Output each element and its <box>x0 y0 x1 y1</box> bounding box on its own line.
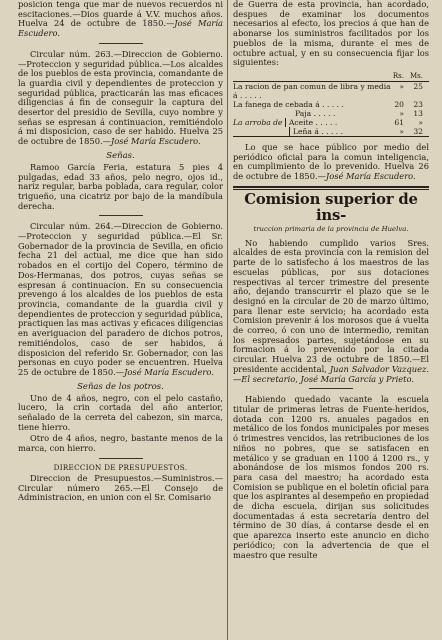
prices-closing <box>233 143 429 182</box>
row-rs: 20 <box>394 99 404 109</box>
table-header <box>233 72 429 82</box>
circular-264-text: Circular núm. 264.—Direccion de Gobierno.—Proteccion y seguridad pública.—El Sr. Gobernador de la provincia de Sevilla, en oficio fecha 21 del actual, me dice que han sido robados en el cortijo del Copero, término de Dos-Hermanas, dos potros, cuyas señas se espresan á continuacion. En su consecuencia prevengo á los alcaldes de los pueblos de esta provincia, comandante de la guardia civil y dependientes de proteccion y seguridad pública, practiquen las mas activas y eficaces diligencias en averiguacion del paradero de dichos potros, remitiéndolos, caso de ser habidos, á disposicion del referido Sr. Gobernador, con las personas en cuyo poder se encuentren. Huelva 25 de octubre de 1850.— <box>18 221 223 377</box>
left-column <box>18 0 223 503</box>
row-ms: » <box>418 117 423 127</box>
deserter-description: Ramoo García Feria, estatura 5 pies 4 pulgadas, edad 33 años, pelo negro, ojos id., nariz regular, barba poblada, cara regular, color trigueño, una cicatriz por bajo de la mandíbula derecha. <box>18 161 223 211</box>
row-label: Leña á . . . . . <box>289 127 343 136</box>
prices-intro: de Guerra de esta provincia, han acordado, despues de examinar los documentos necesarios al efecto, los precios á que han de abonarse los suministros facilitados por los pueblos de la misma, durante el mes de octubre actual, y en su consecuencia fijar los siguientes: <box>233 0 429 68</box>
row-rs: 61 <box>394 117 404 127</box>
row-ms: 25 <box>413 81 423 91</box>
col-ms: Ms. <box>410 71 423 80</box>
divider <box>99 43 143 44</box>
right-column <box>233 0 429 560</box>
row-ms: 23 <box>413 99 423 109</box>
circular-264 <box>18 222 223 377</box>
table-row <box>233 127 429 137</box>
signature: José María Escudero. <box>18 18 223 39</box>
table-row <box>233 118 429 127</box>
table-row <box>233 81 429 100</box>
row-rs: » <box>399 126 404 136</box>
table-row <box>233 100 429 109</box>
signature: José María Escudero. <box>124 366 214 377</box>
row-ms: 13 <box>413 108 423 118</box>
signature: José María Escudero. <box>325 171 416 182</box>
circular-263-text: Circular núm. 263.—Direccion de Gobierno.—Proteccion y seguridad pública.—Los alcaldes de los pueblos de esta provincia, comandante de la guardia civil y dependientes de proteccion y seguridad pública, practicarán las mas eficaces diligencias á fin de conseguir la captura del desertor del presidio de Sevilla, cuyo nombre y señas se espresan á continuacion, remitiéndolo á mi disposicion, caso de ser habido. Huelva 25 de octubre de 1850.— <box>18 48 223 147</box>
thin-rule <box>233 189 429 190</box>
circular-265: Direccion de Presupuestos.—Suministros.—Circular número 265.—El Consejo de Administracion, en union con el Sr. Comisario <box>18 472 223 503</box>
row-label: Aceite . . . . . <box>285 118 337 127</box>
heavy-rule <box>233 186 429 188</box>
row-label: La racion de pan comun de libra y media á . . . . . <box>233 81 391 100</box>
comision-notice <box>233 239 429 385</box>
row-rs: » <box>399 108 404 118</box>
row-label: Paja . . . . . <box>295 108 336 118</box>
signature: José María Escudero. <box>110 136 201 147</box>
potros-heading: Señas de los potros. <box>77 381 164 392</box>
row-ms: 32 <box>413 126 423 136</box>
divider <box>99 215 143 216</box>
section-caps-heading: DIRECCION DE PRESUPUESTOS. <box>53 462 188 472</box>
row-rs: » <box>399 81 404 91</box>
divider <box>99 458 143 459</box>
brace-label: La arroba de <box>233 117 283 127</box>
row-label: La fanega de cebada á . . . . . <box>233 99 344 109</box>
vacancy-notice: Habiendo quedado vacante la escuela titular de primeras letras de Fuente-heridos, dotada con 1200 rs. anuales pagados en metálico de los fondos municipales por meses ó trimestres vencidos, las retribuciones de los niños no pobres, que se satisfacen en metálico y se graduan en 1100 á 1200 rs., y abonándose de los mismos fondos 200 rs. para casa del maestro; ha acordado esta Comision se publique en el boletín oficial para que los aspirantes al desempeño en propiedad de dicha escuela, dirijan sus solicitudes documentadas á esta secretaría dentro del término de 30 días, á contarse desde el en que aparezca inserto este anuncio en dicho periódico; con la advertencia de que el maestro que resulte <box>233 394 429 560</box>
col-rs: Rs. <box>392 71 404 80</box>
column-divider <box>227 0 228 640</box>
table-row <box>233 109 429 118</box>
prices-table <box>233 72 429 137</box>
section-subtitle: truccion primaria de la provincia de Huelva. <box>253 224 409 233</box>
senas-heading: Señas. <box>106 150 135 161</box>
signature: Juan Salvador Vazquez.—El secretario, José María García y Prieto. <box>233 363 430 384</box>
prices-closing-text: Lo que se hace público por medio del periódico oficial para la comun inteligencia, en cumplimiento de lo prevenido. Huelva 26 de octubre de 1850.— <box>233 141 429 182</box>
circular-263 <box>18 50 223 147</box>
comision-notice-text: No habiendo cumplido varios Sres. alcaldes de esta provincia con la remision del parte de lo satisfecho á los maestros de las escuelas públicas, por sus dotaciones respectivas al tercer trimestre del presente año, dejando transcurrir el plazo que se le designó en la circular de 20 de marzo último, para llenar este servicio; ha acordado esta Comision prevenir á los morosos que á vuelta de correo, ó con uno de intermedio, remitan los espresados partes, sujetándose en su formacion á lo prevenido por la citada circular. Huelva 23 de octubre de 1850.—El presidente accidental, <box>233 237 429 374</box>
notice-closing <box>18 0 223 39</box>
notice-closing-text: posicion tenga que mar de nuevos recuerdos ni escitaciones.—Dios guarde á V.V. muchos años. Huelva 24 de octubre de 1850.— <box>18 0 223 29</box>
section-title: Comision superior de ins- <box>244 190 418 224</box>
potro-2-description: Otro de 4 años, negro, bastante menos de la marca, con hierro. <box>18 433 223 454</box>
potro-1-description: Uno de 4 años, negro, con el pelo castaño, lucero, la crin cortada del año anterior, señalado de la cerreta del cabezon, sin marca, tiene hierro. <box>18 392 223 432</box>
divider <box>309 388 353 389</box>
